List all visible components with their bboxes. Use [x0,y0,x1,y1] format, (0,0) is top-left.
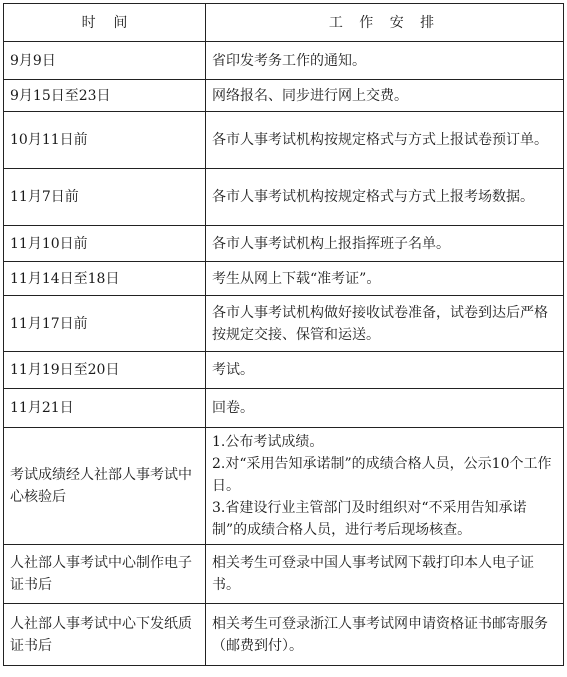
time-cell: 9月9日 [4,42,206,80]
table-row [4,169,564,226]
task-cell: 相关考生可登录中国人事考试网下载打印本人电子证书。 [206,545,564,604]
time-cell: 10月11日前 [4,112,206,169]
table-row [4,42,564,80]
task-line: 3.省建设行业主管部门及时组织对“不采用告知承诺制”的成绩合格人员，进行考后现场核查。 [212,500,527,538]
task-cell: 回卷。 [206,389,564,428]
task-cell: 各市人事考试机构按规定格式与方式上报考场数据。 [206,169,564,226]
header-time: 时 间 [4,4,206,42]
time-cell: 11月19日至20日 [4,352,206,389]
time-cell: 人社部人事考试中心下发纸质证书后 [4,604,206,666]
task-line: 2.对“采用告知承诺制”的成绩合格人员，公示10个工作日。 [212,456,552,494]
table-row [4,226,564,262]
task-cell: 各市人事考试机构做好接收试卷准备，试卷到达后严格按规定交接、保管和运送。 [206,296,564,352]
table-row [4,112,564,169]
table-row [4,352,564,389]
table-row [4,80,564,112]
time-cell: 11月17日前 [4,296,206,352]
task-cell [206,428,564,545]
table-header-row [4,4,564,42]
table-row [4,389,564,428]
table-row [4,604,564,666]
schedule-table [3,3,564,666]
task-cell: 各市人事考试机构按规定格式与方式上报试卷预订单。 [206,112,564,169]
task-cell: 省印发考务工作的通知。 [206,42,564,80]
time-cell: 11月10日前 [4,226,206,262]
table-row [4,428,564,545]
header-arrangement: 工 作 安 排 [206,4,564,42]
task-cell: 相关考生可登录浙江人事考试网申请资格证书邮寄服务（邮费到付）。 [206,604,564,666]
table-row [4,545,564,604]
task-cell: 考试。 [206,352,564,389]
time-cell: 人社部人事考试中心制作电子证书后 [4,545,206,604]
task-cell: 考生从网上下载“准考证”。 [206,262,564,296]
task-cell: 各市人事考试机构上报指挥班子名单。 [206,226,564,262]
task-cell: 网络报名、同步进行网上交费。 [206,80,564,112]
time-cell: 11月7日前 [4,169,206,226]
time-cell: 11月14日至18日 [4,262,206,296]
time-cell: 9月15日至23日 [4,80,206,112]
task-line: 1.公布考试成绩。 [212,434,324,450]
time-cell: 考试成绩经人社部人事考试中心核验后 [4,428,206,545]
table-row [4,262,564,296]
time-cell: 11月21日 [4,389,206,428]
table-row [4,296,564,352]
